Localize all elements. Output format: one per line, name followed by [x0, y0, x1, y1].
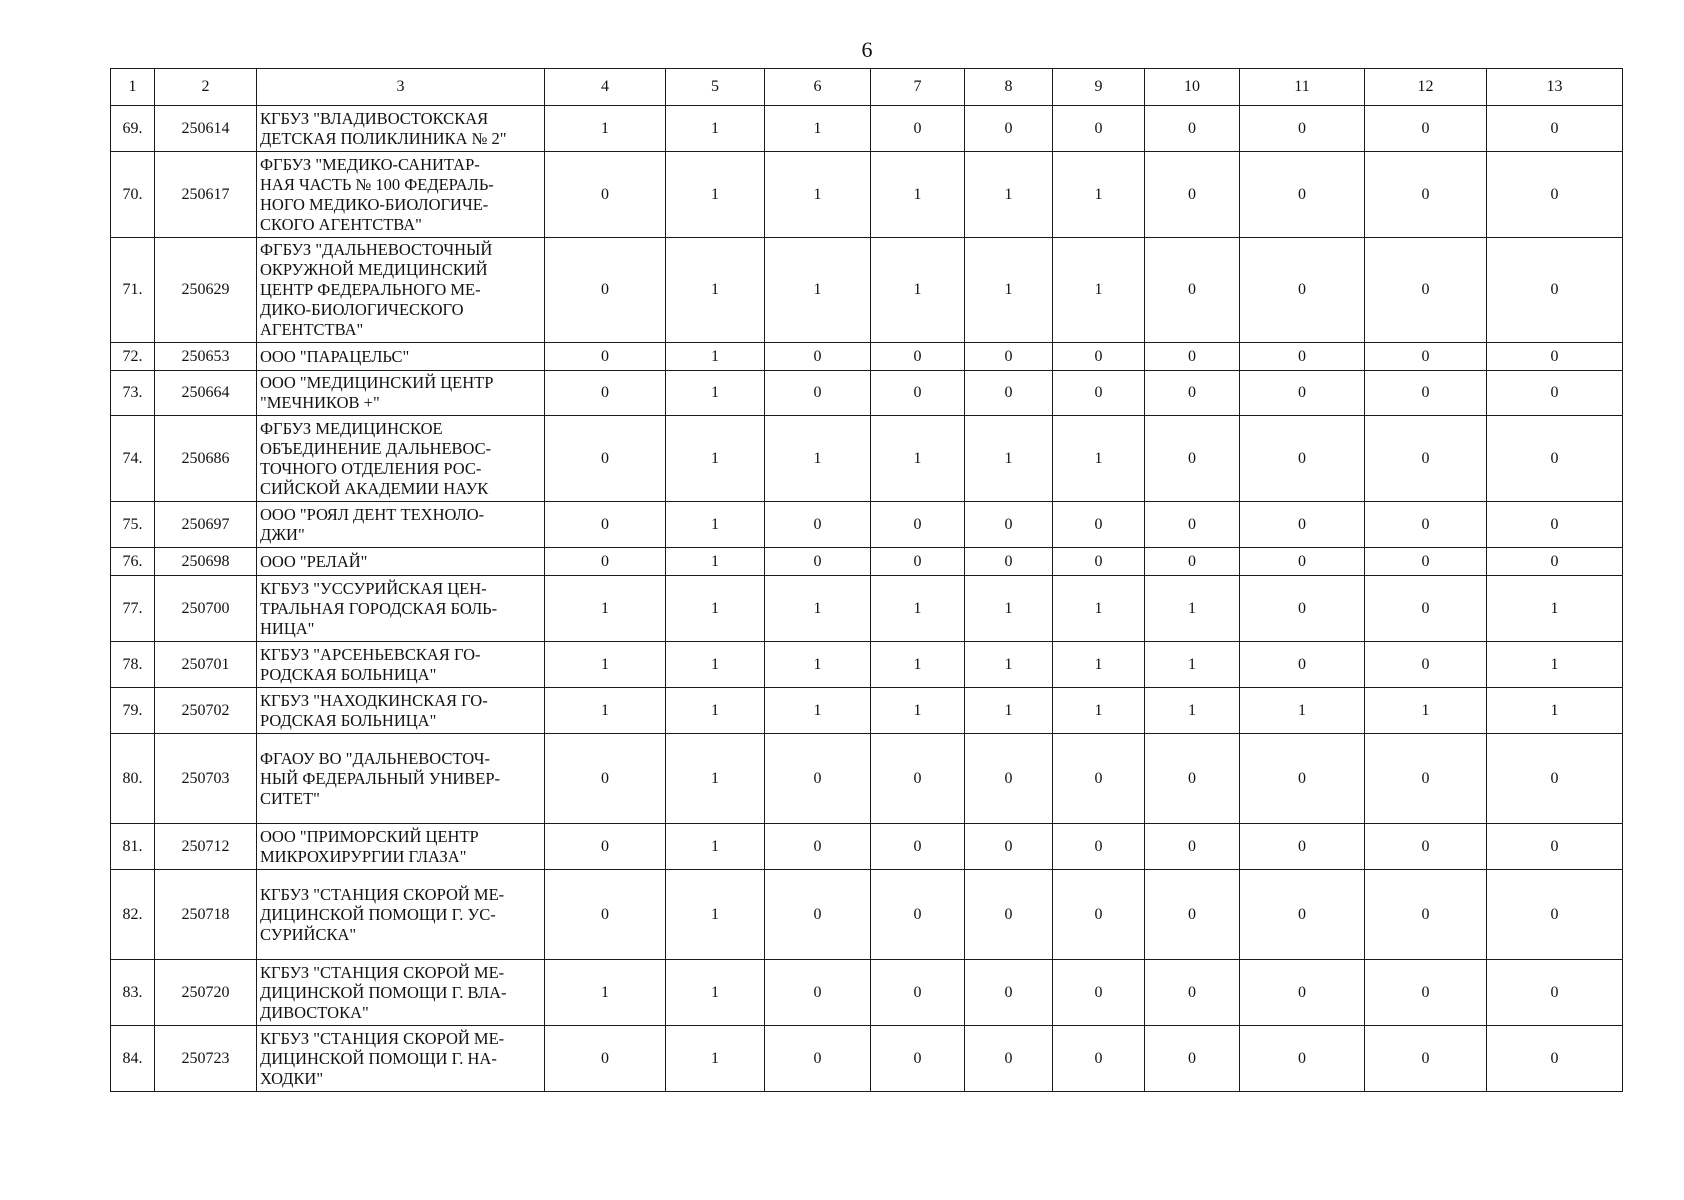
value-cell: 0	[1053, 960, 1145, 1026]
column-header: 6	[765, 69, 871, 106]
org-name: КГБУЗ "СТАНЦИЯ СКОРОЙ МЕ- ДИЦИНСКОЙ ПОМОЩИ Г. НА- ХОДКИ"	[257, 1026, 545, 1092]
value-cell: 0	[1145, 734, 1240, 824]
value-cell: 0	[1487, 238, 1623, 343]
value-cell: 1	[666, 238, 765, 343]
value-cell: 0	[1365, 152, 1487, 238]
value-cell: 0	[871, 343, 965, 371]
value-cell: 0	[1240, 343, 1365, 371]
value-cell: 0	[1365, 106, 1487, 152]
value-cell: 1	[765, 416, 871, 502]
value-cell: 1	[871, 642, 965, 688]
table-row	[111, 1026, 1623, 1092]
value-cell: 0	[1365, 371, 1487, 416]
table-row	[111, 371, 1623, 416]
value-cell: 0	[871, 106, 965, 152]
table-row	[111, 960, 1623, 1026]
row-number: 82.	[111, 870, 155, 960]
value-cell: 1	[545, 106, 666, 152]
value-cell: 0	[1145, 106, 1240, 152]
org-name: КГБУЗ "ВЛАДИВОСТОКСКАЯ ДЕТСКАЯ ПОЛИКЛИНИКА № 2"	[257, 106, 545, 152]
value-cell: 0	[1487, 416, 1623, 502]
value-cell: 0	[545, 548, 666, 576]
value-cell: 1	[871, 688, 965, 734]
row-number: 69.	[111, 106, 155, 152]
value-cell: 0	[1487, 548, 1623, 576]
value-cell: 0	[1240, 371, 1365, 416]
value-cell: 0	[1240, 152, 1365, 238]
value-cell: 1	[1053, 642, 1145, 688]
value-cell: 0	[1240, 502, 1365, 548]
org-name: ФГАОУ ВО "ДАЛЬНЕВОСТОЧ- НЫЙ ФЕДЕРАЛЬНЫЙ УНИВЕР- СИТЕТ"	[257, 734, 545, 824]
value-cell: 1	[871, 576, 965, 642]
value-cell: 0	[765, 1026, 871, 1092]
table-row	[111, 106, 1623, 152]
value-cell: 1	[545, 642, 666, 688]
value-cell: 0	[1240, 1026, 1365, 1092]
column-header: 5	[666, 69, 765, 106]
row-number: 84.	[111, 1026, 155, 1092]
value-cell: 1	[666, 1026, 765, 1092]
org-code: 250614	[155, 106, 257, 152]
row-number: 74.	[111, 416, 155, 502]
value-cell: 0	[765, 502, 871, 548]
value-cell: 0	[765, 960, 871, 1026]
value-cell: 0	[1053, 1026, 1145, 1092]
row-number: 76.	[111, 548, 155, 576]
value-cell: 0	[1487, 870, 1623, 960]
org-name: ООО "РОЯЛ ДЕНТ ТЕХНОЛО- ДЖИ"	[257, 502, 545, 548]
value-cell: 0	[1145, 238, 1240, 343]
value-cell: 0	[1365, 1026, 1487, 1092]
table-row	[111, 548, 1623, 576]
value-cell: 0	[1365, 502, 1487, 548]
table-header	[111, 69, 1623, 106]
value-cell: 1	[965, 416, 1053, 502]
value-cell: 0	[1240, 960, 1365, 1026]
row-number: 77.	[111, 576, 155, 642]
value-cell: 0	[1145, 502, 1240, 548]
value-cell: 0	[965, 548, 1053, 576]
row-number: 78.	[111, 642, 155, 688]
value-cell: 0	[1365, 870, 1487, 960]
value-cell: 1	[666, 416, 765, 502]
value-cell: 1	[1145, 642, 1240, 688]
value-cell: 0	[871, 824, 965, 870]
table-row	[111, 343, 1623, 371]
org-name: ООО "РЕЛАЙ"	[257, 548, 545, 576]
value-cell: 1	[666, 371, 765, 416]
value-cell: 0	[1145, 152, 1240, 238]
value-cell: 0	[965, 824, 1053, 870]
value-cell: 0	[1365, 960, 1487, 1026]
value-cell: 0	[871, 548, 965, 576]
value-cell: 0	[1240, 870, 1365, 960]
value-cell: 1	[666, 548, 765, 576]
org-name: ООО "МЕДИЦИНСКИЙ ЦЕНТР "МЕЧНИКОВ +"	[257, 371, 545, 416]
value-cell: 1	[965, 688, 1053, 734]
table-row	[111, 688, 1623, 734]
value-cell: 0	[1145, 548, 1240, 576]
value-cell: 0	[1053, 824, 1145, 870]
value-cell: 1	[666, 960, 765, 1026]
row-number: 73.	[111, 371, 155, 416]
org-name: КГБУЗ "НАХОДКИНСКАЯ ГО- РОДСКАЯ БОЛЬНИЦА"	[257, 688, 545, 734]
table-row	[111, 824, 1623, 870]
table-row	[111, 734, 1623, 824]
value-cell: 0	[1240, 548, 1365, 576]
column-header: 13	[1487, 69, 1623, 106]
value-cell: 1	[545, 688, 666, 734]
column-header: 12	[1365, 69, 1487, 106]
value-cell: 0	[965, 371, 1053, 416]
org-code: 250720	[155, 960, 257, 1026]
value-cell: 0	[965, 343, 1053, 371]
value-cell: 0	[1053, 106, 1145, 152]
value-cell: 0	[765, 548, 871, 576]
value-cell: 0	[1240, 734, 1365, 824]
value-cell: 0	[1240, 106, 1365, 152]
row-number: 79.	[111, 688, 155, 734]
value-cell: 1	[871, 152, 965, 238]
value-cell: 1	[965, 642, 1053, 688]
value-cell: 0	[1365, 238, 1487, 343]
value-cell: 1	[666, 688, 765, 734]
org-name: ООО "ПАРАЦЕЛЬС"	[257, 343, 545, 371]
value-cell: 0	[1145, 371, 1240, 416]
value-cell: 1	[1487, 642, 1623, 688]
value-cell: 0	[871, 960, 965, 1026]
value-cell: 1	[1487, 688, 1623, 734]
value-cell: 0	[1145, 1026, 1240, 1092]
org-name: КГБУЗ "УССУРИЙСКАЯ ЦЕН- ТРАЛЬНАЯ ГОРОДСКАЯ БОЛЬ- НИЦА"	[257, 576, 545, 642]
value-cell: 0	[1145, 960, 1240, 1026]
value-cell: 1	[666, 824, 765, 870]
value-cell: 0	[545, 416, 666, 502]
table-row	[111, 642, 1623, 688]
value-cell: 0	[765, 870, 871, 960]
value-cell: 0	[1053, 870, 1145, 960]
value-cell: 0	[1053, 343, 1145, 371]
value-cell: 0	[1240, 238, 1365, 343]
value-cell: 0	[1365, 343, 1487, 371]
table-row	[111, 238, 1623, 343]
column-header: 2	[155, 69, 257, 106]
value-cell: 1	[965, 576, 1053, 642]
org-code: 250718	[155, 870, 257, 960]
value-cell: 1	[666, 870, 765, 960]
org-code: 250723	[155, 1026, 257, 1092]
value-cell: 0	[1365, 416, 1487, 502]
value-cell: 0	[871, 1026, 965, 1092]
value-cell: 1	[1487, 576, 1623, 642]
row-number: 83.	[111, 960, 155, 1026]
org-name: ФГБУЗ "МЕДИКО-САНИТАР- НАЯ ЧАСТЬ № 100 ФЕДЕРАЛЬ- НОГО МЕДИКО-БИОЛОГИЧЕ- СКОГО АГЕНТСТВА"	[257, 152, 545, 238]
table-row	[111, 416, 1623, 502]
value-cell: 1	[1053, 688, 1145, 734]
value-cell: 0	[1145, 824, 1240, 870]
value-cell: 0	[1487, 371, 1623, 416]
value-cell: 1	[666, 502, 765, 548]
value-cell: 0	[545, 238, 666, 343]
org-code: 250653	[155, 343, 257, 371]
value-cell: 0	[965, 734, 1053, 824]
value-cell: 0	[1240, 824, 1365, 870]
value-cell: 0	[1365, 548, 1487, 576]
org-code: 250703	[155, 734, 257, 824]
value-cell: 1	[871, 238, 965, 343]
value-cell: 0	[545, 870, 666, 960]
org-name: КГБУЗ "АРСЕНЬЕВСКАЯ ГО- РОДСКАЯ БОЛЬНИЦА"	[257, 642, 545, 688]
value-cell: 0	[1487, 502, 1623, 548]
value-cell: 1	[1053, 576, 1145, 642]
value-cell: 0	[871, 734, 965, 824]
value-cell: 0	[545, 1026, 666, 1092]
value-cell: 0	[1487, 152, 1623, 238]
value-cell: 1	[871, 416, 965, 502]
org-name: ФГБУЗ "ДАЛЬНЕВОСТОЧНЫЙ ОКРУЖНОЙ МЕДИЦИНСКИЙ ЦЕНТР ФЕДЕРАЛЬНОГО МЕ- ДИКО-БИОЛОГИЧЕСКОГО АГЕНТСТВА"	[257, 238, 545, 343]
page-number: 6	[861, 37, 873, 62]
value-cell: 1	[965, 238, 1053, 343]
value-cell: 1	[666, 642, 765, 688]
value-cell: 0	[545, 152, 666, 238]
value-cell: 0	[545, 371, 666, 416]
value-cell: 0	[545, 343, 666, 371]
value-cell: 1	[765, 106, 871, 152]
value-cell: 1	[1145, 688, 1240, 734]
value-cell: 0	[1487, 734, 1623, 824]
org-code: 250629	[155, 238, 257, 343]
column-header: 9	[1053, 69, 1145, 106]
org-name: ФГБУЗ МЕДИЦИНСКОЕ ОБЪЕДИНЕНИЕ ДАЛЬНЕВОС- ТОЧНОГО ОТДЕЛЕНИЯ РОС- СИЙСКОЙ АКАДЕМИИ НАУК	[257, 416, 545, 502]
value-cell: 0	[765, 343, 871, 371]
value-cell: 1	[765, 576, 871, 642]
value-cell: 1	[965, 152, 1053, 238]
value-cell: 1	[765, 642, 871, 688]
value-cell: 0	[1053, 502, 1145, 548]
value-cell: 0	[1487, 106, 1623, 152]
value-cell: 0	[871, 870, 965, 960]
value-cell: 0	[1487, 343, 1623, 371]
column-header: 4	[545, 69, 666, 106]
value-cell: 1	[666, 343, 765, 371]
org-name: КГБУЗ "СТАНЦИЯ СКОРОЙ МЕ- ДИЦИНСКОЙ ПОМОЩИ Г. ВЛА- ДИВОСТОКА"	[257, 960, 545, 1026]
value-cell: 0	[765, 734, 871, 824]
table-body	[111, 106, 1623, 1092]
column-header: 10	[1145, 69, 1240, 106]
org-code: 250701	[155, 642, 257, 688]
value-cell: 0	[545, 502, 666, 548]
org-code: 250702	[155, 688, 257, 734]
value-cell: 0	[1487, 960, 1623, 1026]
row-number: 70.	[111, 152, 155, 238]
value-cell: 0	[1487, 1026, 1623, 1092]
row-number: 81.	[111, 824, 155, 870]
value-cell: 0	[1240, 576, 1365, 642]
column-header: 1	[111, 69, 155, 106]
row-number: 80.	[111, 734, 155, 824]
column-header: 8	[965, 69, 1053, 106]
table-row	[111, 502, 1623, 548]
value-cell: 0	[1053, 371, 1145, 416]
value-cell: 1	[666, 106, 765, 152]
value-cell: 0	[545, 734, 666, 824]
value-cell: 0	[1145, 416, 1240, 502]
value-cell: 1	[1053, 152, 1145, 238]
value-cell: 1	[1240, 688, 1365, 734]
value-cell: 0	[545, 824, 666, 870]
table-row	[111, 870, 1623, 960]
org-name: ООО "ПРИМОРСКИЙ ЦЕНТР МИКРОХИРУРГИИ ГЛАЗА"	[257, 824, 545, 870]
table-row	[111, 152, 1623, 238]
value-cell: 0	[1145, 343, 1240, 371]
row-number: 75.	[111, 502, 155, 548]
value-cell: 1	[765, 238, 871, 343]
org-code: 250697	[155, 502, 257, 548]
org-code: 250698	[155, 548, 257, 576]
value-cell: 0	[871, 502, 965, 548]
value-cell: 0	[765, 824, 871, 870]
value-cell: 1	[1053, 416, 1145, 502]
value-cell: 0	[965, 1026, 1053, 1092]
column-header: 7	[871, 69, 965, 106]
value-cell: 0	[1053, 548, 1145, 576]
value-cell: 1	[666, 734, 765, 824]
header-row	[111, 69, 1623, 106]
value-cell: 1	[545, 576, 666, 642]
value-cell: 0	[965, 502, 1053, 548]
value-cell: 1	[545, 960, 666, 1026]
value-cell: 1	[765, 688, 871, 734]
org-code: 250686	[155, 416, 257, 502]
value-cell: 0	[1053, 734, 1145, 824]
value-cell: 0	[1365, 734, 1487, 824]
value-cell: 0	[765, 371, 871, 416]
value-cell: 0	[1487, 824, 1623, 870]
org-code: 250700	[155, 576, 257, 642]
value-cell: 1	[1365, 688, 1487, 734]
value-cell: 0	[965, 106, 1053, 152]
value-cell: 1	[666, 152, 765, 238]
value-cell: 0	[965, 960, 1053, 1026]
value-cell: 1	[1145, 576, 1240, 642]
row-number: 72.	[111, 343, 155, 371]
value-cell: 1	[765, 152, 871, 238]
value-cell: 0	[1365, 642, 1487, 688]
value-cell: 0	[965, 870, 1053, 960]
value-cell: 0	[871, 371, 965, 416]
org-name: КГБУЗ "СТАНЦИЯ СКОРОЙ МЕ- ДИЦИНСКОЙ ПОМОЩИ Г. УС- СУРИЙСКА"	[257, 870, 545, 960]
value-cell: 1	[666, 576, 765, 642]
table-row	[111, 576, 1623, 642]
value-cell: 0	[1365, 576, 1487, 642]
registry-table	[110, 68, 1623, 1092]
column-header: 11	[1240, 69, 1365, 106]
value-cell: 0	[1240, 642, 1365, 688]
value-cell: 1	[1053, 238, 1145, 343]
org-code: 250664	[155, 371, 257, 416]
row-number: 71.	[111, 238, 155, 343]
org-code: 250712	[155, 824, 257, 870]
value-cell: 0	[1145, 870, 1240, 960]
org-code: 250617	[155, 152, 257, 238]
value-cell: 0	[1365, 824, 1487, 870]
column-header: 3	[257, 69, 545, 106]
value-cell: 0	[1240, 416, 1365, 502]
